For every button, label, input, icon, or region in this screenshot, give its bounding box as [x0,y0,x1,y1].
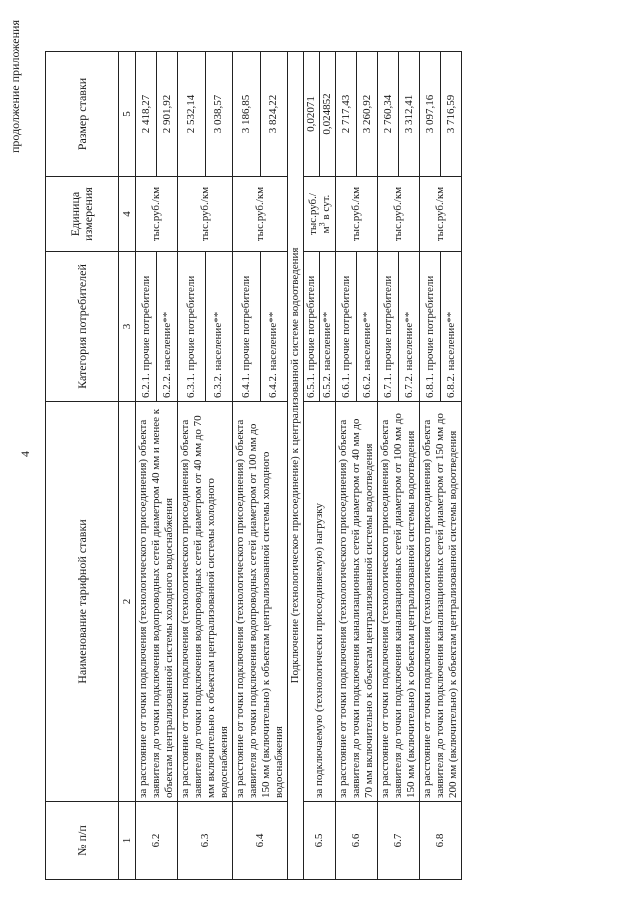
row-number: 6.6 [336,802,378,880]
rate-value: 3 260,92 [357,52,378,177]
rate-value: 3 824,22 [260,52,288,177]
rate-value: 2 532,14 [178,52,206,177]
rate-name: за расстояние от точки подключения (технологического присоединения) объекта заявителя до точки подключения канализационных сетей диаметром от 40 мм до 70 мм включительно к объектам централизованной системы водоотведения [336,402,378,802]
category-cell: 6.2.1. прочие потребители [136,252,157,402]
rate-name: за подключаемую (технологически присоединяемую) нагрузку [304,402,336,802]
category-cell: 6.7.1. прочие потребители [378,252,399,402]
unit-tail: в сут. [319,194,332,223]
header-category: Категория потребителей [46,252,119,402]
unit-superscript: 3 [316,222,326,227]
table-row [304,52,320,880]
page-number: 4 [18,451,32,457]
header-rate: Размер ставки [46,52,119,177]
rate-value: 3 312,41 [399,52,420,177]
rate-value: 2 901,92 [157,52,178,177]
rate-name: за расстояние от точки подключения (технологического присоединения) объекта заявителя до точки подключения водопроводных сетей диаметром от 40 мм до 70 мм включительно к объектам централизованной системы холодного водоснабжения [178,402,233,802]
category-cell: 6.3.2. население** [205,252,233,402]
category-cell: 6.5.1. прочие потребители [304,252,320,402]
column-number: 2 [119,402,136,802]
category-cell: 6.5.2. население** [320,252,336,402]
table-row [233,52,261,880]
column-number-row [119,52,136,880]
rate-value: 2 760,34 [378,52,399,177]
rate-value: 2 418,27 [136,52,157,177]
header-row [46,52,119,880]
unit-cell: тыс.руб./км [378,177,420,252]
rate-name: за расстояние от точки подключения (технологического присоединения) объекта заявителя до точки подключения канализационных сетей диаметром от 100 мм до 150 мм (включительно) к объектам централизованной системы водоотведения [378,402,420,802]
row-number: 6.3 [178,802,233,880]
unit-text: тыс.руб./ [306,193,319,235]
category-cell: 6.4.1. прочие потребители [233,252,261,402]
unit-cell: тыс.руб./км [233,177,288,252]
table-row [378,52,399,880]
unit-m: м [319,226,332,234]
unit-cell: тыс.руб./км [178,177,233,252]
header-name: Наименование тарифной ставки [46,402,119,802]
rate-value: 3 097,16 [420,52,441,177]
rate-name: за расстояние от точки подключения (технологического присоединения) объекта заявителя до точки подключения водопроводных сетей диаметром 40 мм и менее к объектам централизованной системы холодного водоснабжения [136,402,178,802]
column-number: 5 [119,52,136,177]
column-number: 4 [119,177,136,252]
category-cell: 6.8.1. прочие потребители [420,252,441,402]
table-row [178,52,206,880]
row-number: 6.2 [136,802,178,880]
rate-name: за расстояние от точки подключения (технологического присоединения) объекта заявителя до точки подключения водопроводных сетей диаметром от 100 мм до 150 мм (включительно) к объектам централизованной системы холодного водоснабжения [233,402,288,802]
rate-value: 0,02071 [304,52,320,177]
table-row [420,52,441,880]
category-cell: 6.4.2. население** [260,252,288,402]
unit-cell [304,177,336,252]
unit-cell: тыс.руб./км [420,177,462,252]
section-row [288,52,304,880]
column-number: 3 [119,252,136,402]
unit-cell: тыс.руб./км [136,177,178,252]
row-number: 6.4 [233,802,288,880]
rate-value: 3 716,59 [441,52,462,177]
category-cell: 6.8.2. население** [441,252,462,402]
rate-value: 3 038,57 [205,52,233,177]
header-unit: Единица измерения [46,177,119,252]
row-number: 6.5 [304,802,336,880]
table-row [136,52,157,880]
column-number: 1 [119,802,136,880]
rate-value: 3 186,85 [233,52,261,177]
tariff-table [45,51,462,880]
header-num: № п/п [46,802,119,880]
unit-cell: тыс.руб./км [336,177,378,252]
row-number: 6.7 [378,802,420,880]
category-cell: 6.7.2. население** [399,252,420,402]
continuation-label: продолжение приложения [8,20,22,153]
rate-value: 0,024852 [320,52,336,177]
category-cell: 6.6.2. население** [357,252,378,402]
row-number: 6.8 [420,802,462,880]
category-cell: 6.2.2. население** [157,252,178,402]
category-cell: 6.6.1. прочие потребители [336,252,357,402]
section-title: Подключение (технологическое присоединение) к централизованной системе водоотведения [288,52,304,880]
category-cell: 6.3.1. прочие потребители [178,252,206,402]
rate-value: 2 717,43 [336,52,357,177]
rate-name: за расстояние от точки подключения (технологического присоединения) объекта заявителя до точки подключения канализационных сетей диаметром от 150 мм до 200 мм (включительно) к объектам централизованной системы водоотведения [420,402,462,802]
table-row [336,52,357,880]
